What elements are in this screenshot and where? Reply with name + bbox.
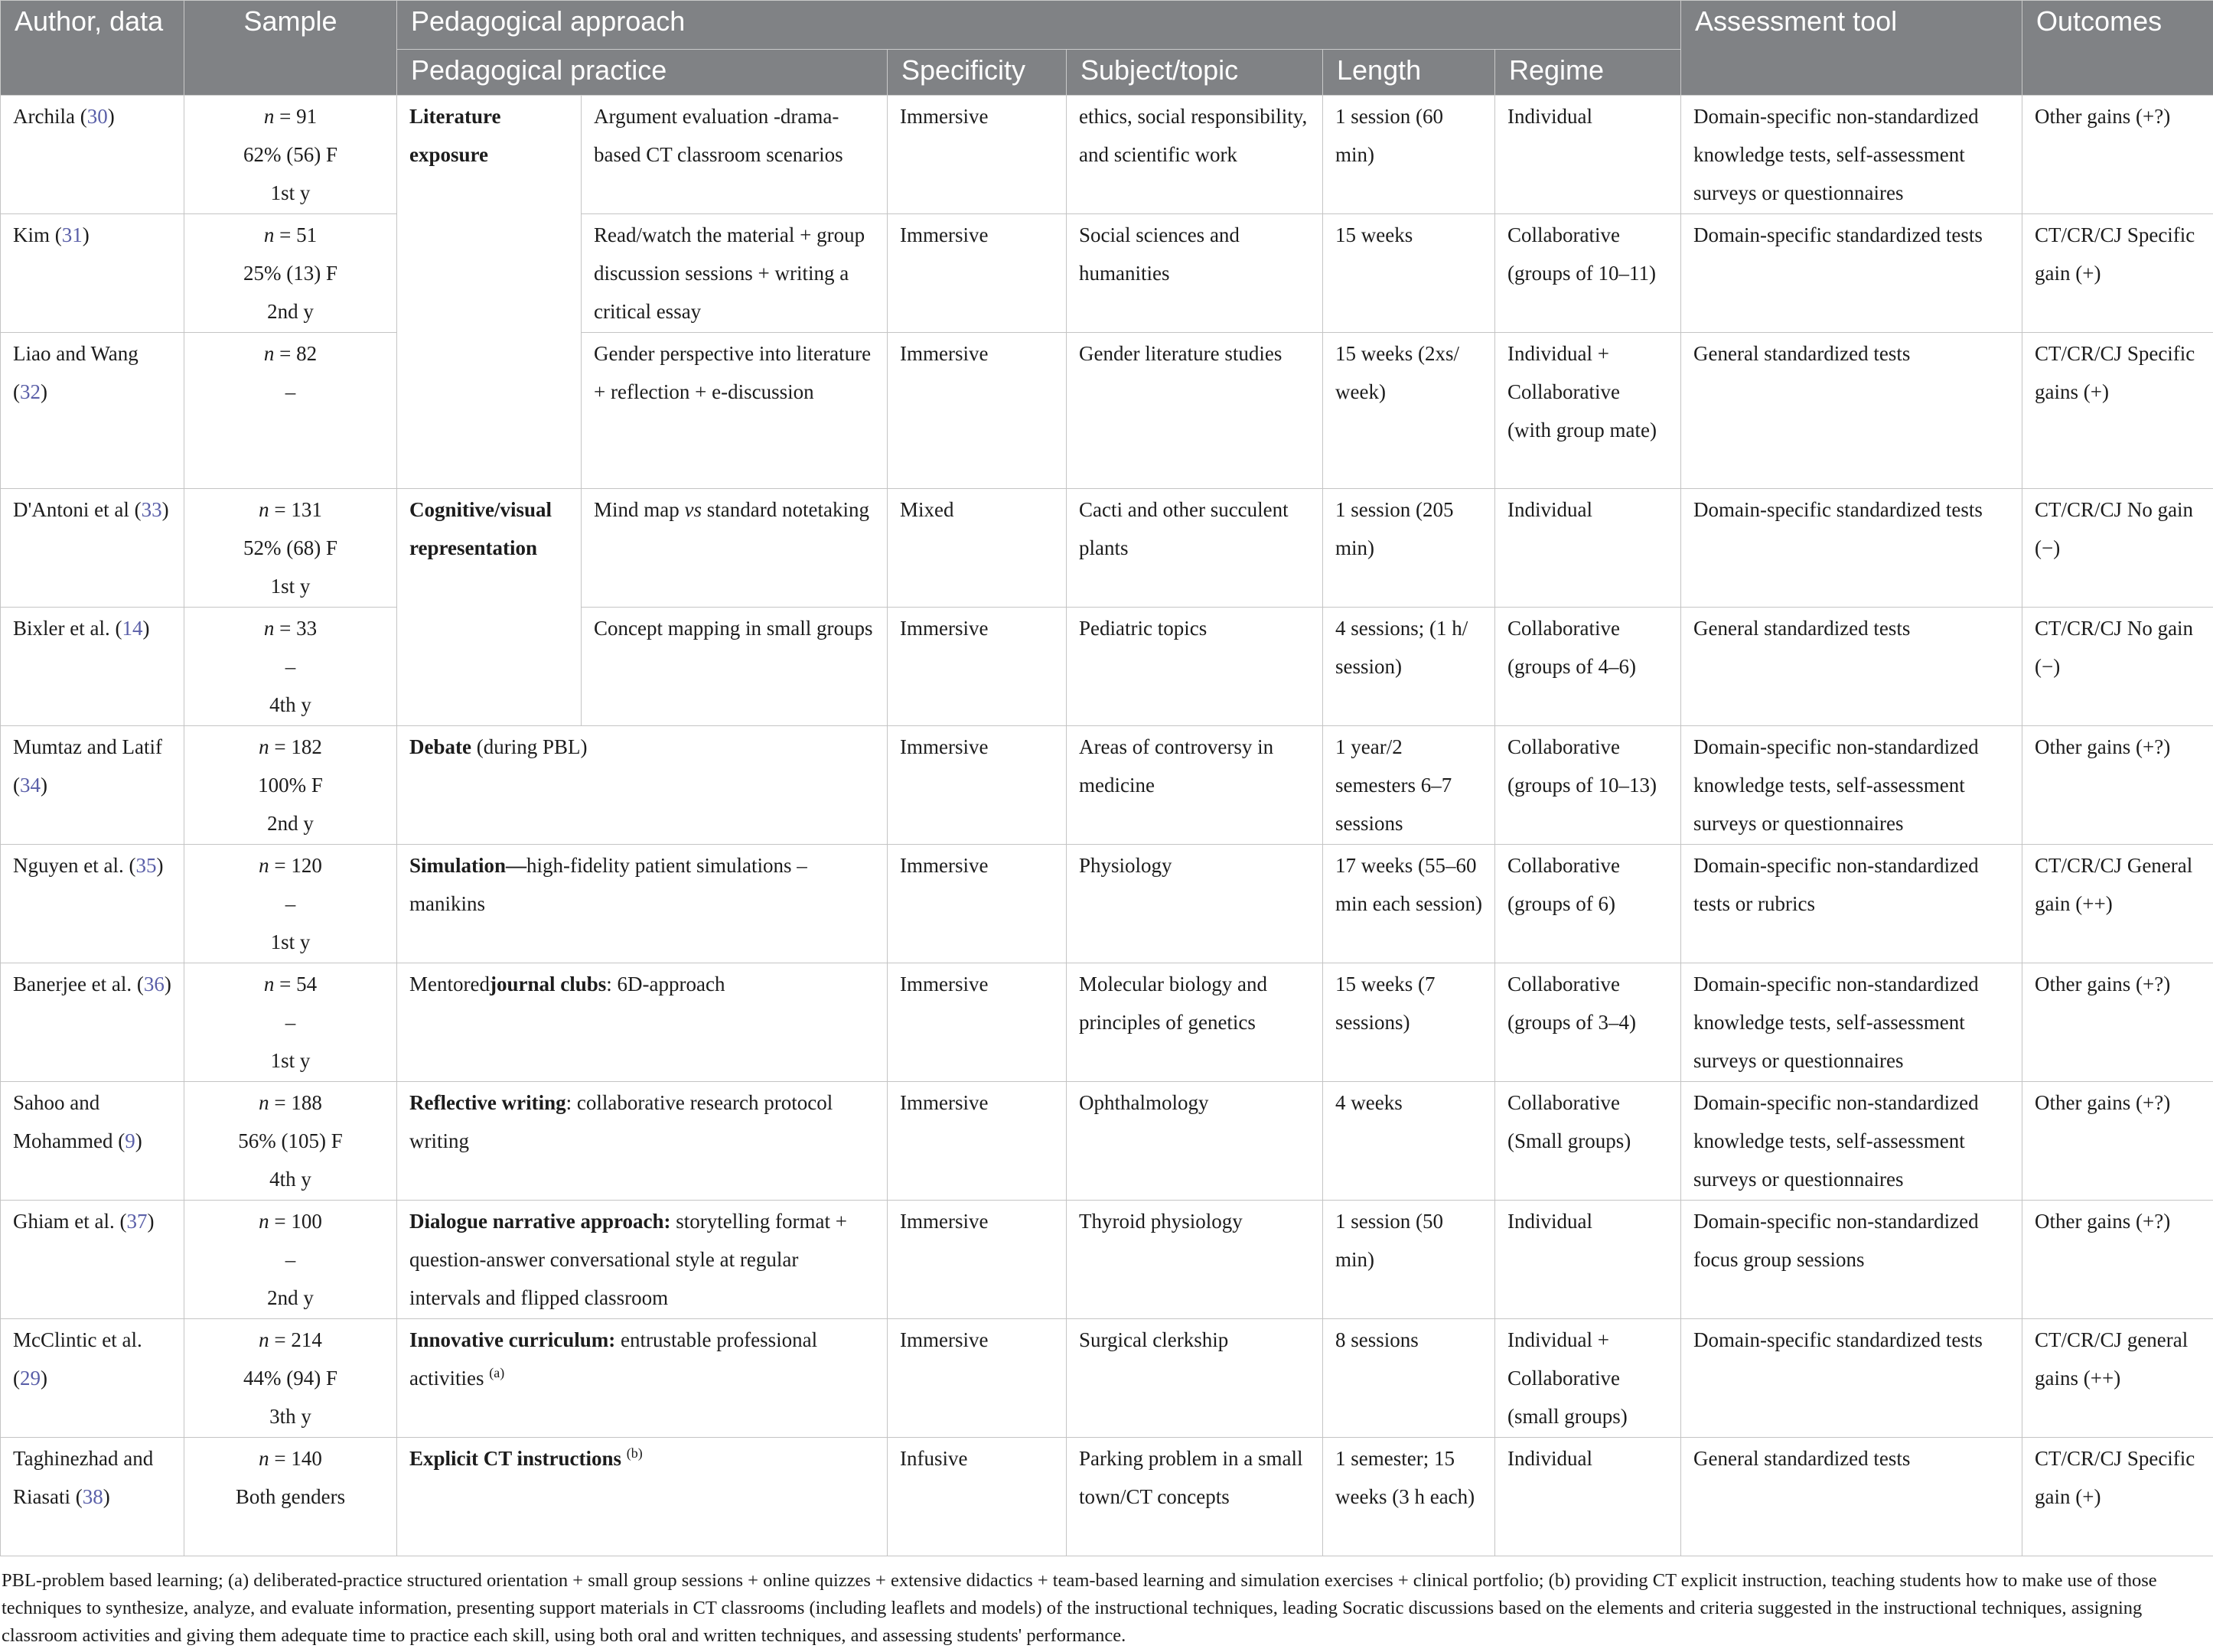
table-row — [1, 1438, 2213, 1556]
outcomes-cell: CT/CR/CJ No gain (−) — [2022, 489, 2213, 608]
author-cell: Banerjee et al. (36) — [1, 963, 184, 1082]
header-subject: Subject/topic — [1067, 50, 1323, 96]
practice-cell: Dialogue narrative approach: storytelling format + question-answer conversational style at regular intervals and flipped classroom — [397, 1201, 888, 1319]
subject-cell: Cacti and other succulent plants — [1067, 489, 1323, 608]
sample-cell: n = 100 – 2nd y — [184, 1201, 397, 1319]
table-row — [1, 1201, 2213, 1319]
outcomes-cell: CT/CR/CJ Specific gains (+) — [2022, 333, 2213, 489]
subject-cell: Physiology — [1067, 845, 1323, 963]
header-regime: Regime — [1495, 50, 1681, 96]
author-cell: Nguyen et al. (35) — [1, 845, 184, 963]
sample-cell: n = 82 – — [184, 333, 397, 489]
header-pedagogical-approach: Pedagogical approach — [397, 1, 1681, 50]
subject-cell: ethics, social responsibility, and scientific work — [1067, 96, 1323, 214]
assessment-cell: Domain-specific non-standardized knowledge tests, self-assessment surveys or questionnaires — [1681, 726, 2022, 845]
sample-cell: n = 188 56% (105) F 4th y — [184, 1082, 397, 1201]
header-author: Author, data — [1, 1, 184, 96]
table-row — [1, 333, 2213, 489]
sample-cell: n = 131 52% (68) F 1st y — [184, 489, 397, 608]
subject-cell: Thyroid physiology — [1067, 1201, 1323, 1319]
specificity-cell: Immersive — [888, 1082, 1067, 1201]
sample-cell: n = 54 – 1st y — [184, 963, 397, 1082]
sample-cell: n = 120 – 1st y — [184, 845, 397, 963]
specificity-cell: Immersive — [888, 963, 1067, 1082]
practice-cell: Mentoredjournal clubs: 6D-approach — [397, 963, 888, 1082]
header-specificity: Specificity — [888, 50, 1067, 96]
regime-cell: Collaborative (groups of 6) — [1495, 845, 1681, 963]
assessment-cell: Domain-specific standardized tests — [1681, 1319, 2022, 1438]
length-cell: 4 weeks — [1323, 1082, 1495, 1201]
assessment-cell: General standardized tests — [1681, 333, 2022, 489]
assessment-cell: General standardized tests — [1681, 608, 2022, 726]
specificity-cell: Infusive — [888, 1438, 1067, 1556]
practice-cell: Innovative curriculum: entrustable professional activities $^{(a)}$ — [397, 1319, 888, 1438]
specificity-cell: Immersive — [888, 96, 1067, 214]
table-row — [1, 96, 2213, 214]
table-footnote: PBL-problem based learning; (a) deliberated-practice structured orientation + small group sessions + online quizzes + extensive didactics + team-based learning and simulation exercises + clinical portfolio; (b) providing CT explicit instruction, teaching students how to make use of those techniques to synthesize, analyze, and evaluate information, presenting support materials in CT classrooms (including leaflets and models) of the instructional techniques, leading Socratic discussions based on the elements and criteria suggested in the instructional techniques, assigning classroom activities and giving them adequate time to practice each skill, using both oral and written techniques, and assessing students' performance. — [2, 1570, 2157, 1646]
length-cell: 15 weeks — [1323, 214, 1495, 333]
practice-cell: Mind map vs standard notetaking — [582, 489, 888, 608]
assessment-cell: General standardized tests — [1681, 1438, 2022, 1556]
header-length: Length — [1323, 50, 1495, 96]
outcomes-cell: Other gains (+?) — [2022, 1201, 2213, 1319]
author-cell: D'Antoni et al (33) — [1, 489, 184, 608]
outcomes-cell: Other gains (+?) — [2022, 726, 2213, 845]
table-row — [1, 608, 2213, 726]
length-cell: 8 sessions — [1323, 1319, 1495, 1438]
outcomes-cell: CT/CR/CJ Specific gain (+) — [2022, 214, 2213, 333]
author-cell: Liao and Wang (32) — [1, 333, 184, 489]
length-cell: 1 session (205 min) — [1323, 489, 1495, 608]
regime-cell: Individual — [1495, 96, 1681, 214]
subject-cell: Social sciences and humanities — [1067, 214, 1323, 333]
header-outcomes: Outcomes — [2022, 1, 2213, 96]
length-cell: 17 weeks (55–60 min each session) — [1323, 845, 1495, 963]
table-row — [1, 726, 2213, 845]
sample-cell: n = 33 – 4th y — [184, 608, 397, 726]
length-cell: 1 session (50 min) — [1323, 1201, 1495, 1319]
table-row — [1, 1082, 2213, 1201]
subject-cell: Ophthalmology — [1067, 1082, 1323, 1201]
assessment-cell: Domain-specific non-standardized focus group sessions — [1681, 1201, 2022, 1319]
outcomes-cell: Other gains (+?) — [2022, 963, 2213, 1082]
assessment-cell: Domain-specific standardized tests — [1681, 214, 2022, 333]
assessment-cell: Domain-specific non-standardized knowledge tests, self-assessment surveys or questionnaires — [1681, 1082, 2022, 1201]
outcomes-cell: Other gains (+?) — [2022, 96, 2213, 214]
outcomes-cell: Other gains (+?) — [2022, 1082, 2213, 1201]
specificity-cell: Immersive — [888, 1319, 1067, 1438]
regime-cell: Collaborative (Small groups) — [1495, 1082, 1681, 1201]
practice-cell: Simulation—high-fidelity patient simulations – manikins — [397, 845, 888, 963]
sample-cell: n = 51 25% (13) F 2nd y — [184, 214, 397, 333]
length-cell: 1 semester; 15 weeks (3 h each) — [1323, 1438, 1495, 1556]
specificity-cell: Immersive — [888, 608, 1067, 726]
practice-cell: Read/watch the material + group discussion sessions + writing a critical essay — [582, 214, 888, 333]
author-cell: Mumtaz and Latif (34) — [1, 726, 184, 845]
author-cell: Kim (31) — [1, 214, 184, 333]
specificity-cell: Immersive — [888, 1201, 1067, 1319]
sample-cell: n = 214 44% (94) F 3th y — [184, 1319, 397, 1438]
outcomes-cell: CT/CR/CJ No gain (−) — [2022, 608, 2213, 726]
practice-cell: Argument evaluation -drama-based CT classroom scenarios — [582, 96, 888, 214]
outcomes-cell: CT/CR/CJ general gains (++) — [2022, 1319, 2213, 1438]
sample-n: = 91 — [274, 105, 318, 128]
subject-cell: Areas of controversy in medicine — [1067, 726, 1323, 845]
regime-cell: Collaborative (groups of 4–6) — [1495, 608, 1681, 726]
regime-cell: Individual — [1495, 489, 1681, 608]
subject-cell: Parking problem in a small town/CT concepts — [1067, 1438, 1323, 1556]
assessment-cell: Domain-specific non-standardized knowledge tests, self-assessment surveys or questionnaires — [1681, 96, 2022, 214]
length-cell: 15 weeks (7 sessions) — [1323, 963, 1495, 1082]
assessment-cell: Domain-specific non-standardized knowledge tests, self-assessment surveys or questionnaires — [1681, 963, 2022, 1082]
specificity-cell: Immersive — [888, 845, 1067, 963]
assessment-cell: Domain-specific non-standardized tests or rubrics — [1681, 845, 2022, 963]
group-cell: Literature exposure — [397, 96, 582, 489]
specificity-cell: Immersive — [888, 214, 1067, 333]
author-cell: McClintic et al. (29) — [1, 1319, 184, 1438]
subject-cell: Molecular biology and principles of genetics — [1067, 963, 1323, 1082]
table-row — [1, 963, 2213, 1082]
practice-cell: Reflective writing: collaborative research protocol writing — [397, 1082, 888, 1201]
specificity-cell: Immersive — [888, 333, 1067, 489]
practice-cell: Gender perspective into literature + reflection + e-discussion — [582, 333, 888, 489]
group-cell: Cognitive/visual representation — [397, 489, 582, 726]
length-cell: 1 year/2 semesters 6–7 sessions — [1323, 726, 1495, 845]
sample-cell: n = 91 62% (56) F 1st y — [184, 96, 397, 214]
assessment-cell: Domain-specific standardized tests — [1681, 489, 2022, 608]
header-assessment-tool: Assessment tool — [1681, 1, 2022, 96]
author-cell: Archila (30) — [1, 96, 184, 214]
header-sample: Sample — [184, 1, 397, 96]
table-row — [1, 845, 2213, 963]
regime-cell: Collaborative (groups of 10–11) — [1495, 214, 1681, 333]
specificity-cell: Mixed — [888, 489, 1067, 608]
author-cell: Ghiam et al. (37) — [1, 1201, 184, 1319]
table-row — [1, 214, 2213, 333]
sample-cell: n = 140 Both genders — [184, 1438, 397, 1556]
regime-cell: Collaborative (groups of 3–4) — [1495, 963, 1681, 1082]
author-cell: Bixler et al. (14) — [1, 608, 184, 726]
table-row — [1, 1319, 2213, 1438]
regime-cell: Collaborative (groups of 10–13) — [1495, 726, 1681, 845]
subject-cell: Gender literature studies — [1067, 333, 1323, 489]
subject-cell: Pediatric topics — [1067, 608, 1323, 726]
table-row — [1, 489, 2213, 608]
author-cell: Sahoo and Mohammed (9) — [1, 1082, 184, 1201]
practice-cell: Concept mapping in small groups — [582, 608, 888, 726]
outcomes-cell: CT/CR/CJ Specific gain (+) — [2022, 1438, 2213, 1556]
regime-cell: Individual + Collaborative (with group mate) — [1495, 333, 1681, 489]
length-cell: 15 weeks (2xs/ week) — [1323, 333, 1495, 489]
outcomes-cell: CT/CR/CJ General gain (++) — [2022, 845, 2213, 963]
regime-cell: Individual — [1495, 1438, 1681, 1556]
sample-cell: n = 182 100% F 2nd y — [184, 726, 397, 845]
regime-cell: Individual + Collaborative (small groups) — [1495, 1319, 1681, 1438]
length-cell: 4 sessions; (1 h/ session) — [1323, 608, 1495, 726]
specificity-cell: Immersive — [888, 726, 1067, 845]
author-cell: Taghinezhad and Riasati (38) — [1, 1438, 184, 1556]
header-pedagogical-practice: Pedagogical practice — [397, 50, 888, 96]
subject-cell: Surgical clerkship — [1067, 1319, 1323, 1438]
practice-cell: Explicit CT instructions $^{(b)}$ — [397, 1438, 888, 1556]
regime-cell: Individual — [1495, 1201, 1681, 1319]
practice-cell: Debate (during PBL) — [397, 726, 888, 845]
length-cell: 1 session (60 min) — [1323, 96, 1495, 214]
